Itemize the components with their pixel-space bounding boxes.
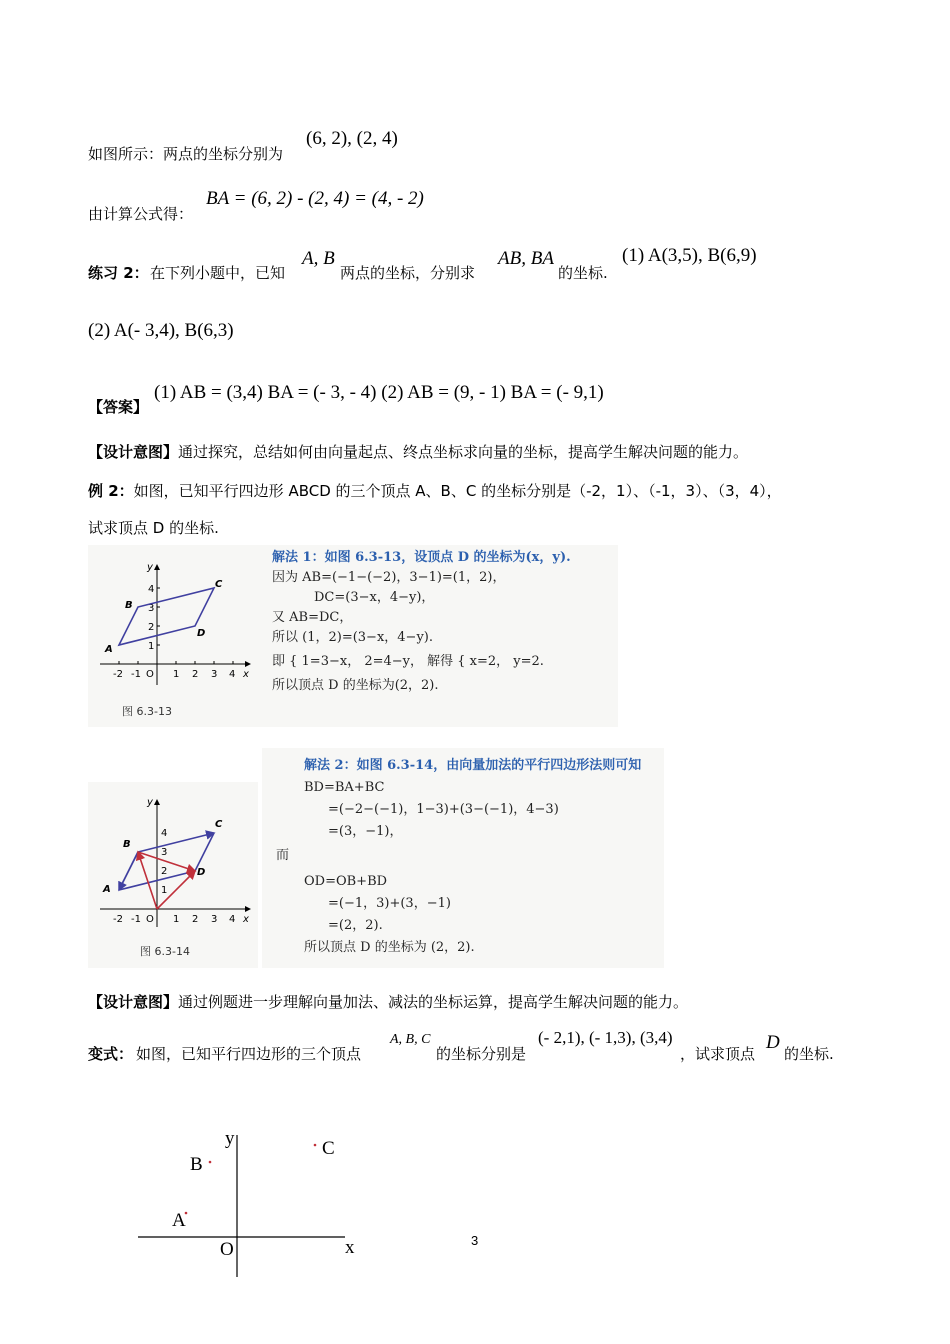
fig1-sol-line-3: DC=(3−x，4−y)，: [314, 590, 435, 605]
fig2-sol-line-3: =(−2−(−1)，1−3)+(3−(−1)，4−3): [328, 802, 559, 817]
fig3-label-c: C: [322, 1138, 335, 1159]
svg-text:3: 3: [148, 603, 155, 614]
svg-text:B: B: [123, 839, 131, 850]
line2-text: 由计算公式得：: [88, 205, 194, 223]
fig2-sol-line-4: =(3，−1)，: [328, 824, 403, 839]
fig1-sol-line-2: 因为 AB=(−1−(−2)，3−1)=(1，2)，: [272, 570, 506, 585]
svg-text:1: 1: [173, 669, 180, 680]
svg-text:1: 1: [161, 885, 168, 896]
svg-text:C: C: [215, 579, 223, 590]
variant-label: 变式：: [88, 1045, 134, 1063]
svg-text:x: x: [243, 669, 249, 680]
svg-text:4: 4: [229, 914, 236, 925]
svg-text:A: A: [105, 644, 113, 655]
svg-text:C: C: [215, 819, 223, 830]
variant-math-b: (- 2,1), (- 1,3), (3,4): [538, 1028, 673, 1047]
variant-text-a: 如图，已知平行四边形的三个顶点: [136, 1045, 362, 1063]
fig3-label-y: y: [225, 1128, 235, 1149]
design1-label: 【设计意图】: [88, 443, 179, 461]
fig2-sol-line-8: =(2，2).: [328, 918, 383, 933]
figure-2-solution: [276, 755, 642, 959]
page-number: 3: [471, 1233, 479, 1248]
svg-text:-2: -2: [113, 914, 123, 925]
svg-text:D: D: [197, 628, 206, 639]
svg-text:2: 2: [192, 914, 199, 925]
fig3-label-x: x: [345, 1237, 355, 1258]
svg-text:-1: -1: [131, 669, 141, 680]
fig1-sol-line-7: 所以顶点 D 的坐标为(2，2).: [272, 678, 439, 693]
fig1-sol-line-6: 即 { 1=3−x， 2=4−y， 解得 { x=2， y=2.: [272, 654, 544, 669]
svg-text:4: 4: [229, 669, 236, 680]
svg-text:1: 1: [148, 641, 155, 652]
design1-text: 通过探究，总结如何由向量起点、终点坐标求向量的坐标，提高学生解决问题的能力。: [178, 443, 749, 461]
svg-text:3: 3: [211, 914, 218, 925]
line2-math: BA = (6, 2) - (2, 4) = (4, - 2): [206, 188, 424, 209]
fig1-sol-label: 解法 1：如图 6.3-13，设顶点 D 的坐标为(x，y).: [272, 550, 571, 565]
exercise2-text-c: 的坐标.: [558, 264, 608, 282]
example2: [88, 480, 782, 501]
svg-text:2: 2: [148, 622, 155, 633]
fig2-sol-line-9: 所以顶点 D 的坐标为 (2，2).: [304, 940, 475, 955]
svg-text:2: 2: [192, 669, 199, 680]
variant-math-a: A, B, C: [390, 1032, 431, 1047]
example2-text: 如图，已知平行四边形 ABCD 的三个顶点 A、B、C 的坐标分别是（-2，1）、（-1，3）、（3，4），: [133, 482, 782, 500]
svg-text:y: y: [147, 562, 153, 573]
line1-text: 如图所示：两点的坐标分别为: [88, 145, 284, 163]
svg-text:y: y: [147, 797, 153, 808]
svg-text:O: O: [146, 669, 154, 680]
svg-text:-2: -2: [113, 669, 123, 680]
exercise2-label: 练习 2：: [88, 264, 149, 282]
svg-text:3: 3: [161, 847, 168, 858]
design2-text: 通过例题进一步理解向量加法、减法的坐标运算，提高学生解决问题的能力。: [178, 993, 689, 1011]
line1-math: (6, 2), (2, 4): [306, 128, 398, 149]
exercise2-text-b: 两点的坐标，分别求: [340, 264, 476, 282]
variant-text-d: 的坐标.: [784, 1045, 834, 1063]
figure-1-caption: 图 6.3-13: [122, 705, 172, 718]
svg-text:4: 4: [148, 584, 155, 595]
exercise2-math-b: AB, BA: [498, 248, 554, 269]
figure-2-graph: [95, 795, 255, 930]
fig1-sol-line-1: [272, 548, 571, 568]
design2-label: 【设计意图】: [88, 993, 179, 1011]
fig3-label-o: O: [220, 1239, 234, 1260]
fig1-sol-line-5: 所以 (1，2)=(3−x，4−y).: [272, 630, 433, 645]
svg-text:O: O: [146, 914, 154, 925]
fig2-sol-line-1: [304, 755, 641, 777]
fig2-sol-line-5: 而: [276, 848, 290, 863]
exercise2-q1: (1) A(3,5), B(6,9): [622, 245, 757, 266]
exercise2-math-a: A, B: [302, 248, 335, 269]
design2: [88, 991, 688, 1012]
fig2-sol-label: 解法 2：如图 6.3-14，由向量加法的平行四边形法则可知: [304, 758, 642, 773]
svg-text:1: 1: [173, 914, 180, 925]
svg-text:-1: -1: [131, 914, 141, 925]
example2-label: 例 2：: [88, 482, 134, 500]
answer-label: 【答案】: [88, 398, 149, 416]
fig3-label-a: A: [172, 1210, 186, 1231]
fig2-sol-line-6: OD=OB+BD: [304, 874, 388, 889]
fig1-sol-line-4: 又 AB=DC，: [272, 610, 353, 625]
figure-1-graph: [95, 560, 255, 690]
variant-text-c: ，试求顶点: [680, 1045, 756, 1063]
svg-text:2: 2: [161, 866, 168, 877]
svg-text:3: 3: [211, 669, 218, 680]
example2-text2: 试求顶点 D 的坐标.: [88, 519, 219, 537]
design1: [88, 441, 748, 462]
exercise2-text-a: 在下列小题中，已知: [150, 264, 286, 282]
svg-text:D: D: [197, 867, 206, 878]
fig2-sol-line-2: BD=BA+BC: [304, 780, 385, 795]
svg-text:x: x: [243, 914, 249, 925]
svg-text:4: 4: [161, 828, 168, 839]
answer-math: (1) AB = (3,4) BA = (- 3, - 4) (2) AB = (9, - 1) BA = (- 9,1): [154, 382, 604, 403]
variant-text-b: 的坐标分别是: [436, 1045, 527, 1063]
figure-1-solution: [272, 548, 571, 696]
exercise2-q2: (2) A(- 3,4), B(6,3): [88, 320, 234, 341]
svg-text:A: A: [103, 884, 111, 895]
figure-2-caption: 图 6.3-14: [140, 945, 190, 958]
fig3-label-b: B: [190, 1154, 203, 1175]
variant-math-c: D: [766, 1032, 780, 1053]
svg-text:B: B: [125, 600, 133, 611]
fig2-sol-line-7: =(−1，3)+(3，−1): [328, 896, 451, 911]
